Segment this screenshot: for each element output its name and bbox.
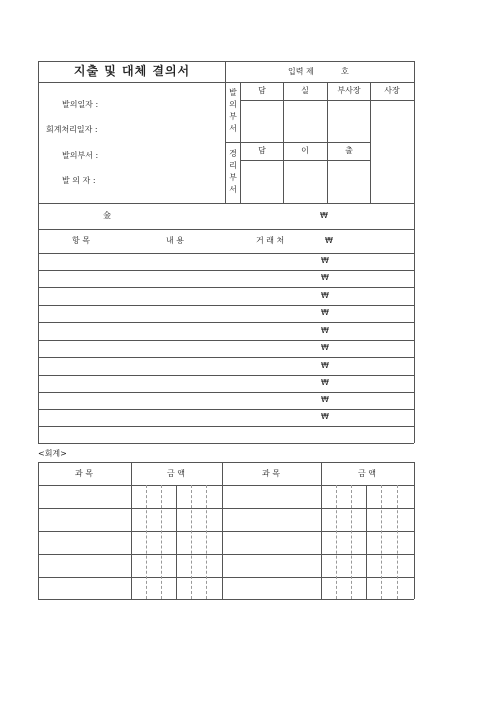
item-row-8-currency: ₩ [321, 378, 329, 387]
accounting-section-label: <회계> [38, 449, 67, 458]
accounting-dept-col-1: 담 [258, 146, 266, 155]
entry-number-label: 입력 제 [288, 67, 314, 76]
items-header-content: 내 용 [166, 236, 184, 245]
form-title: 지출 및 대체 결의서 [73, 64, 191, 78]
item-row-3-currency: ₩ [321, 291, 329, 300]
issuing-dept-vertical-label: 발의부서 [229, 88, 237, 133]
total-currency: ₩ [320, 211, 328, 220]
items-header-item: 항 목 [72, 236, 90, 245]
issuing-dept-col-2: 실 [301, 86, 309, 95]
issuing-dept-col-1: 담 [258, 86, 266, 95]
accounting-header-amount-2: 금 액 [358, 469, 376, 478]
accounting-dept-vertical-label: 경리부서 [229, 149, 237, 194]
accounting-header-amount-1: 금 액 [167, 469, 185, 478]
accounting-dept-col-2: 이 [301, 146, 309, 155]
item-row-6-currency: ₩ [321, 343, 329, 352]
accounting-dept-col-3: 출 [345, 146, 353, 155]
items-header-client: 거 래 처 [256, 236, 285, 245]
item-row-4-currency: ₩ [321, 308, 329, 317]
item-row-5-currency: ₩ [321, 326, 329, 335]
item-row-9-currency: ₩ [321, 395, 329, 404]
item-row-10-currency: ₩ [321, 412, 329, 421]
entry-number-suffix: 호 [341, 67, 349, 76]
item-row-2-currency: ₩ [321, 273, 329, 282]
accounting-date-label: 회계처리일자 : [46, 125, 98, 134]
issuing-dept-col-3: 부사장 [337, 86, 361, 95]
item-row-1-currency: ₩ [321, 256, 329, 265]
items-header-currency: ₩ [325, 236, 333, 245]
item-row-7-currency: ₩ [321, 361, 329, 370]
issuer-label: 발 의 자 : [62, 176, 96, 185]
total-amount-label: 金 [103, 211, 111, 220]
issuing-department-label: 발의부서 : [62, 151, 99, 160]
issue-date-label: 발의일자 : [62, 100, 99, 109]
president-label: 사장 [384, 86, 400, 95]
accounting-header-subject-1: 과 목 [75, 469, 93, 478]
accounting-header-subject-2: 과 목 [262, 469, 280, 478]
